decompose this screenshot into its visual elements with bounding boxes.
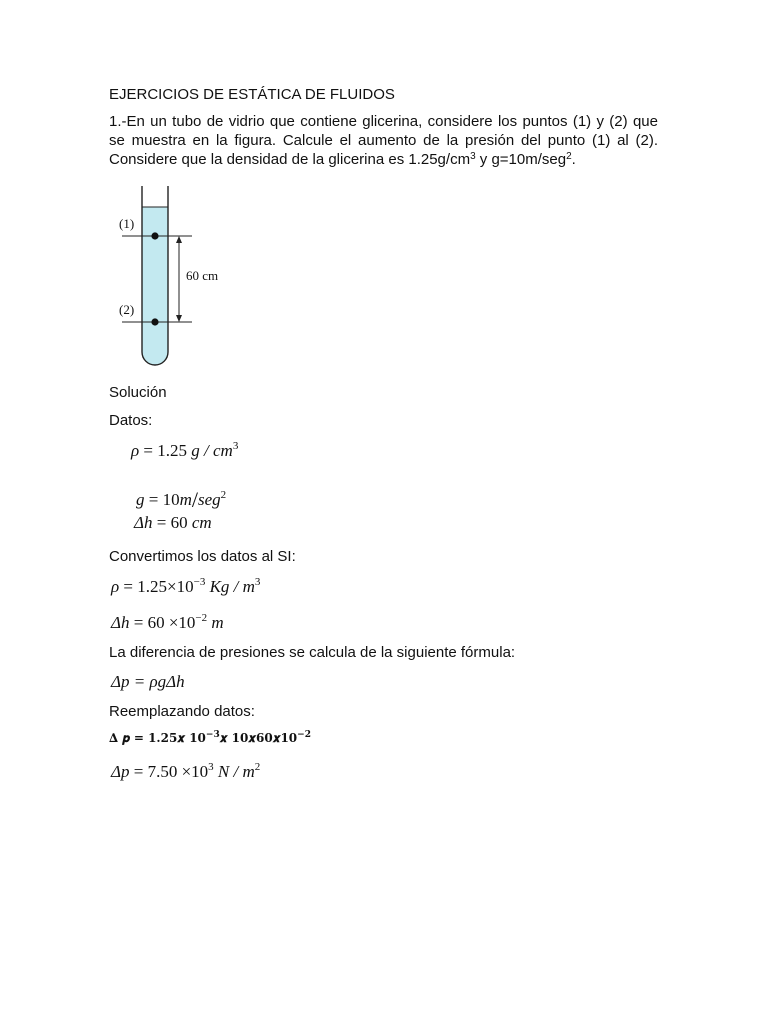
dimension-arrow-bottom [176, 315, 182, 322]
datos-heading: Datos: [109, 412, 153, 429]
problem-statement [109, 112, 658, 169]
datos-rho-equation: ρ = 1.25 g / $cm^3$ [131, 440, 239, 460]
datos-dh-equation: Δh = 60 cm [134, 513, 212, 532]
formula-heading: La diferencia de presiones se calcula de la siguiente fórmula: [109, 644, 516, 661]
distance-label: 60 cm [186, 268, 219, 283]
replace-equation: ∆ 𝒑 = 𝟏.𝟐𝟓𝒙 $𝟏𝟎^{-𝟑}𝒙$ $𝟏𝟎𝒙𝟔𝟎𝒙𝟏𝟎^{-𝟐}$ [109, 730, 311, 745]
datos-g-equation: g = 10m/seg$^2$ [136, 487, 227, 512]
result-equation: $\Delta p = 7.50 \times 10^3$ N / $m^2$ [111, 761, 261, 781]
convert-heading: Convertimos los datos al SI: [109, 548, 296, 565]
point-2-label: (2) [119, 302, 135, 317]
problem-sup-2: 2 [566, 151, 572, 162]
solution-heading: Solución [109, 384, 167, 401]
problem-text-2: y g=10m/seg [475, 151, 567, 168]
dimension-arrow-top [176, 236, 182, 243]
document-title: EJERCICIOS DE ESTÁTICA DE FLUIDOS [109, 86, 395, 103]
problem-sup-1: 3 [470, 151, 476, 162]
si-rho-equation: $\rho = 1.25\times 10^{-3}$ Kg / $m^3$ [111, 576, 261, 596]
problem-text-1: 1.-En un tubo de vidrio que contiene glicerina, considere los puntos (1) y (2) que se muestra en la figura. Calcule el aumento de la presión del punto (1) al (2). Considere que la densidad de la glicerina es 1.25g/cm [109, 113, 658, 168]
problem-text-3: . [571, 151, 576, 168]
replace-heading: Reemplazando datos: [109, 703, 255, 720]
glycerin-tube-figure [110, 182, 240, 372]
point-1-label: (1) [119, 216, 135, 231]
tube-liquid [142, 207, 168, 365]
si-dh-equation: $\Delta h = 60 \times 10^{-2}$ m [111, 612, 224, 632]
pressure-formula: Δp = ρgΔh [111, 672, 185, 691]
point-2-marker [151, 318, 158, 325]
point-1-marker [151, 232, 158, 239]
